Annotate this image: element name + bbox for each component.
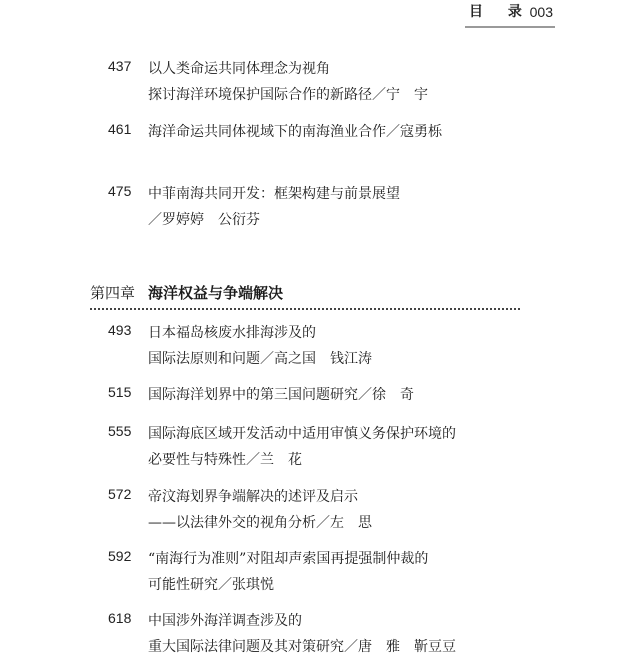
toc-title-line-2: 可能性研究／张琪悦 [148,577,274,593]
toc-title-line-2: 重大国际法律问题及其对策研究／唐 雅 靳豆豆 [148,639,456,655]
chapter-heading[interactable] [86,280,526,308]
toc-page-number: 437 [108,58,132,74]
running-header [465,4,555,28]
toc-title-line-1: 国际海底区域开发活动中适用审慎义务保护环境的 [148,426,456,442]
toc-page-number: 592 [108,548,132,564]
toc-title-line-2: ／罗婷婷 公衍芬 [148,212,260,228]
toc-page-number: 461 [108,121,132,137]
header-title: 目 录 [469,4,532,20]
header-page-number: 003 [529,4,553,20]
toc-page-number: 555 [108,423,132,439]
toc-page-number: 493 [108,322,132,338]
toc-title-line-1: 国际海洋划界中的第三国问题研究／徐 奇 [148,387,414,403]
chapter-divider [90,308,520,310]
toc-page-number: 572 [108,486,132,502]
toc-title-line-2: 探讨海洋环境保护国际合作的新路径／宁 宇 [148,87,428,103]
toc-title-line-2: 国际法原则和问题／高之国 钱江涛 [148,351,372,367]
toc-title-line-1: 帝汶海划界争端解决的述评及启示 [148,489,358,505]
toc-title-line-1: 日本福岛核废水排海涉及的 [148,325,316,341]
toc-page-number: 515 [108,384,132,400]
toc-title-line-1: 海洋命运共同体视域下的南海渔业合作／寇勇栎 [148,124,442,140]
toc-title-line-1: 以人类命运共同体理念为视角 [148,61,330,77]
toc-title-line-1: “南海行为准则”对阻却声索国再提强制仲裁的 [148,551,429,567]
chapter-number: 第四章 [90,284,136,302]
toc-title-line-2: 必要性与特殊性／兰 花 [148,452,302,468]
toc-page-number: 618 [108,610,132,626]
toc-page-number: 475 [108,183,132,199]
toc-title-line-2: ——以法律外交的视角分析／左 思 [148,515,372,531]
chapter-title: 海洋权益与争端解决 [148,284,284,302]
toc-title-line-1: 中国涉外海洋调查涉及的 [148,613,302,629]
toc-title-line-1: 中菲南海共同开发：框架构建与前景展望 [148,186,400,202]
